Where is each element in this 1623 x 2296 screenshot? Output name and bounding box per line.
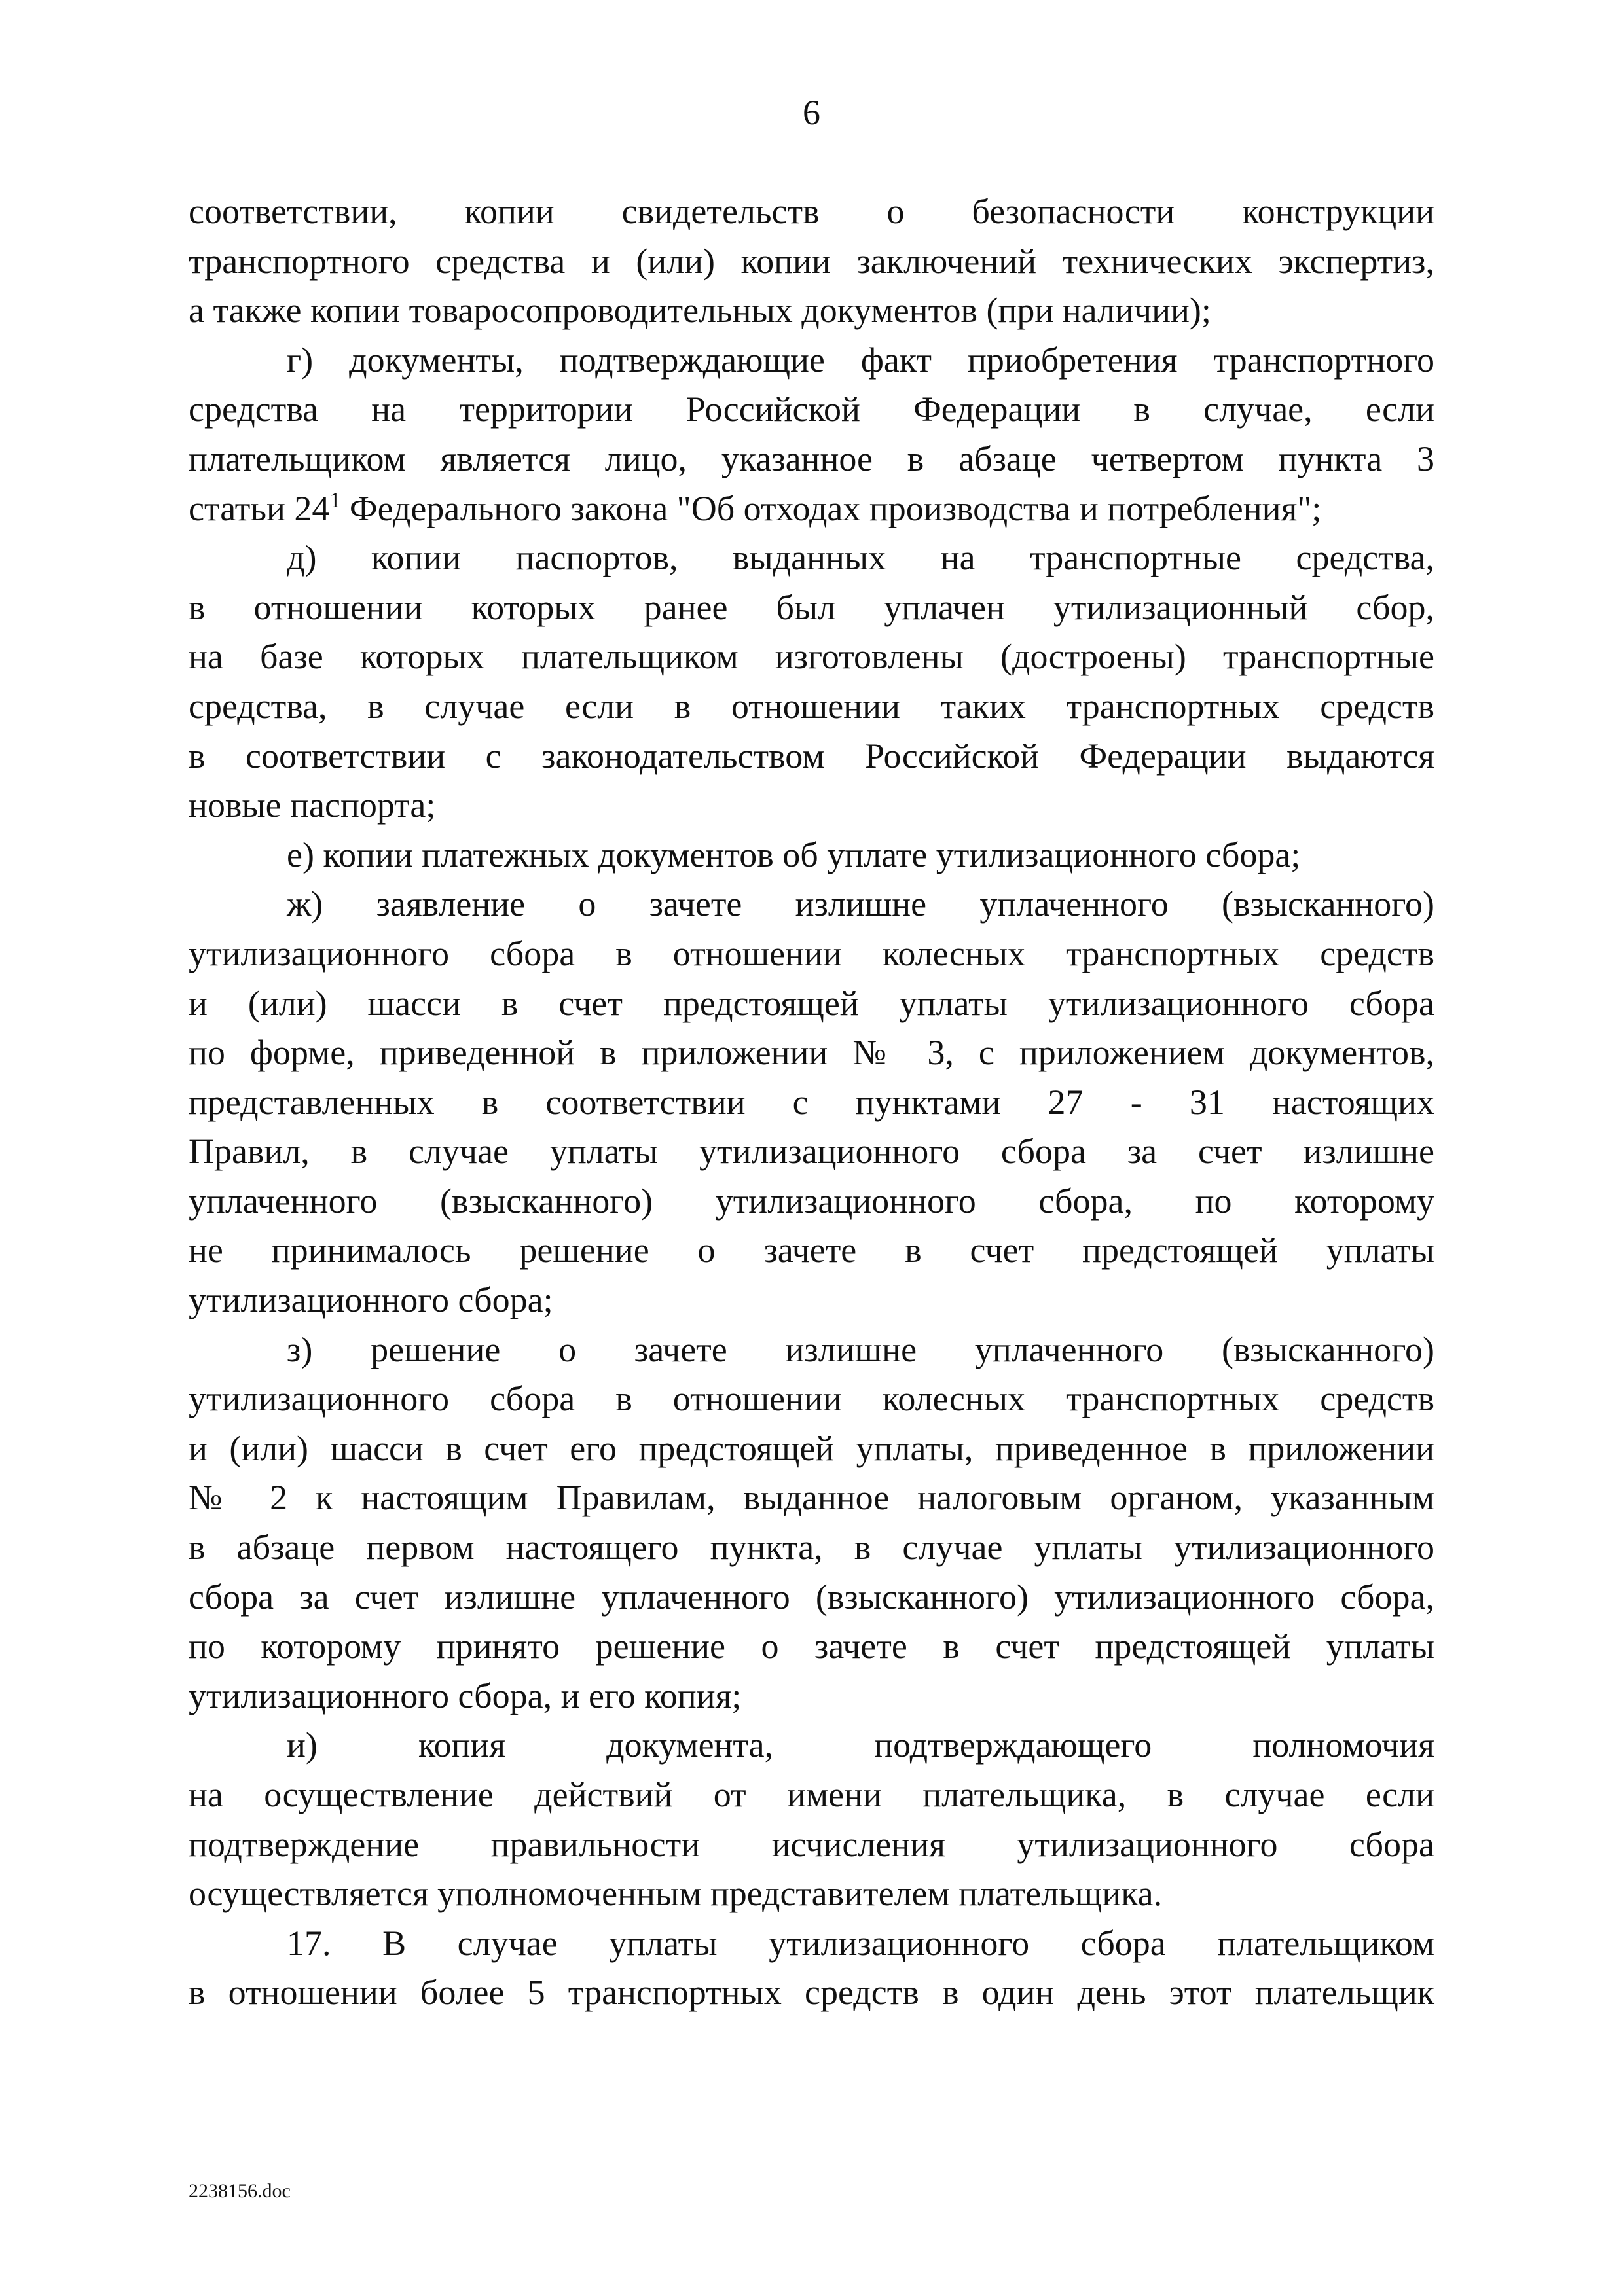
text-line: а также копии товаросопроводительных документов (при наличии); xyxy=(189,291,1211,331)
text-line: не принималось решение о зачете в счет предстоящей уплаты xyxy=(189,1230,1434,1270)
text-line: представленных в соответствии с пунктами 27 - 31 настоящих xyxy=(189,1082,1434,1122)
text-line: на осуществление действий от имени плательщика, в случае если xyxy=(189,1775,1434,1814)
text-line: транспортного средства и (или) копии заключений технических экспертиз, xyxy=(189,241,1434,281)
text-line: г) документы, подтверждающие факт приобретения транспортного xyxy=(287,340,1434,380)
text-line: д) копии паспортов, выданных на транспортные средства, xyxy=(287,538,1434,578)
text-line: 17. В случае уплаты утилизационного сбора плательщиком xyxy=(287,1923,1434,1963)
text-line: и (или) шасси в счет его предстоящей уплаты, приведенное в приложении xyxy=(189,1428,1434,1468)
text-line: в соответствии с законодательством Российской Федерации выдаются xyxy=(189,736,1434,776)
page-number: 6 xyxy=(803,93,820,132)
text-line: на базе которых плательщиком изготовлены (достроены) транспортные xyxy=(189,637,1434,677)
text-line: утилизационного сбора; xyxy=(189,1280,553,1320)
text-line: е) копии платежных документов об уплате утилизационного сбора; xyxy=(287,834,1301,874)
text-line: плательщиком является лицо, указанное в абзаце четвертом пункта 3 xyxy=(189,439,1434,478)
document-body xyxy=(189,187,1434,2018)
text-line: ж) заявление о зачете излишне уплаченного (взысканного) xyxy=(287,884,1434,924)
text-line: и (или) шасси в счет предстоящей уплаты утилизационного сбора xyxy=(189,983,1434,1023)
text-line: в отношении более 5 транспортных средств в один день этот плательщик xyxy=(189,1973,1434,2013)
text-line: утилизационного сбора в отношении колесных транспортных средств xyxy=(189,933,1434,973)
text-line: по форме, приведенной в приложении № 3, с приложением документов, xyxy=(189,1033,1434,1073)
text-line: сбора за счет излишне уплаченного (взысканного) утилизационного сбора, xyxy=(189,1577,1434,1617)
text-line: и) копия документа, подтверждающего полномочия xyxy=(287,1725,1434,1765)
text-fragment: статьи 24 xyxy=(189,488,330,528)
text-line: новые паспорта; xyxy=(189,785,436,825)
text-line: з) решение о зачете излишне уплаченного (взысканного) xyxy=(287,1329,1434,1369)
text-line: в отношении которых ранее был уплачен утилизационный сбор, xyxy=(189,587,1434,627)
text-line: утилизационного сбора в отношении колесных транспортных средств xyxy=(189,1379,1434,1419)
text-line: уплаченного (взысканного) утилизационного сбора, по которому xyxy=(189,1181,1434,1221)
text-line: соответствии, копии свидетельств о безопасности конструкции xyxy=(189,192,1434,231)
text-fragment: Федерального закона "Об отходах производства и потребления"; xyxy=(340,488,1322,528)
text-line: осуществляется уполномоченным представителем плательщика. xyxy=(189,1874,1163,1914)
footer-filename: 2238156.doc xyxy=(189,2180,291,2202)
text-line: № 2 к настоящим Правилам, выданное налоговым органом, указанным xyxy=(189,1478,1434,1518)
text-line: утилизационного сбора, и его копия; xyxy=(189,1676,742,1715)
text-line: в абзаце первом настоящего пункта, в случае уплаты утилизационного xyxy=(189,1528,1434,1568)
text-line: по которому принято решение о зачете в счет предстоящей уплаты xyxy=(189,1626,1434,1666)
text-line xyxy=(189,484,1434,534)
text-line: средства на территории Российской Федерации в случае, если xyxy=(189,389,1434,429)
text-line: средства, в случае если в отношении таких транспортных средств xyxy=(189,686,1434,726)
superscript: 1 xyxy=(329,488,341,512)
text-line: Правил, в случае уплаты утилизационного сбора за счет излишне xyxy=(189,1132,1434,1172)
text-line: подтверждение правильности исчисления утилизационного сбора xyxy=(189,1824,1434,1864)
